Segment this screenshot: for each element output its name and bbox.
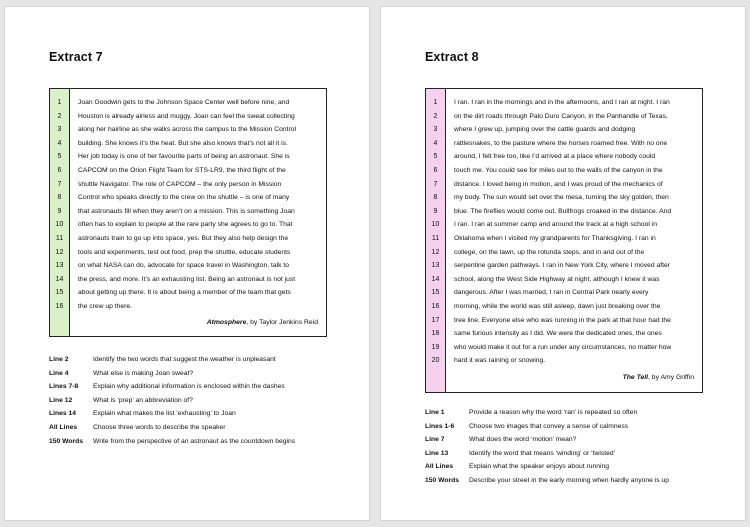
text-line: college, on the lawn, up the rotunda steps, and in and out of the [454, 248, 645, 256]
line-number: 18 [431, 330, 440, 338]
source-title: Atmosphere [206, 319, 247, 326]
question-row [425, 460, 725, 474]
text-line: dangerous. After I was married, I ran in Central Park nearly every [454, 289, 649, 297]
text-line: I ran. I ran in the mornings and in the afternoons, and I ran at night. I ran [454, 99, 670, 106]
text-line: where I grew up, jumping over the cattle guards and dodging [454, 126, 636, 134]
source-title: The Tell [622, 374, 649, 381]
text-line: tools and experiments, test out food, prep the shuttle, educate students [78, 248, 291, 256]
question-line-ref: Lines 7-8 [49, 383, 79, 391]
line-number: 12 [55, 248, 64, 256]
extract-box [49, 88, 327, 337]
question-line-ref: Line 1 [425, 409, 445, 416]
source-attribution [623, 374, 694, 381]
line-number: 9 [57, 207, 62, 215]
text-line: school, along the West Side Highway at night, although I knew it was [454, 275, 660, 283]
line-number: 4 [57, 139, 62, 147]
text-line: same furious intensity as I did. We were the dedicated ones, the ones [454, 330, 662, 338]
question-row [425, 433, 725, 447]
question-list [425, 406, 725, 488]
line-number: 3 [433, 126, 438, 134]
source-author: , by Taylor Jenkins Reid [246, 319, 318, 326]
question-line-ref: Lines 1-6 [425, 422, 455, 430]
line-number: 11 [55, 234, 64, 242]
line-number: 2 [433, 112, 438, 120]
line-number: 14 [55, 275, 64, 283]
question-row [49, 407, 349, 421]
line-number: 16 [431, 302, 440, 310]
question-text: Describe your street in the early morning when hardly anyone is up [469, 476, 669, 484]
line-number-column [426, 89, 446, 392]
text-line: Oklahoma when I visited my grandparents for Thanksgiving. I ran in [454, 234, 656, 242]
question-row [425, 447, 725, 461]
line-number: 2 [57, 112, 62, 120]
question-text: What else is making Joan sweat? [93, 369, 194, 377]
extract-box [425, 88, 703, 393]
question-line-ref: 150 Words [49, 437, 84, 445]
line-number: 10 [431, 221, 440, 229]
question-line-ref: All Lines [49, 423, 78, 431]
question-row [49, 435, 349, 449]
line-number: 4 [433, 139, 438, 147]
text-line: astronauts train to go up into space, yes. But they also help design the [78, 234, 289, 242]
line-number: 15 [431, 289, 440, 297]
line-number: 10 [55, 221, 64, 229]
extract-text [70, 89, 326, 336]
text-line: on the dirt roads through Palo Duro Canyon, in the Panhandle of Texas, [454, 112, 668, 120]
line-number-column [50, 89, 70, 336]
text-line: that astronauts fill when they aren’t on a mission. This is something Joan [78, 207, 295, 215]
text-line: Joan Goodwin gets to the Johnson Space Center well before nine, and [78, 99, 290, 106]
text-line: Her job today is one of her favourite parts of being an astronaut. She is [78, 153, 290, 161]
question-row [49, 394, 349, 408]
question-row [425, 474, 725, 488]
text-line: along her hairline as she walks across the campus to the Mission Control [78, 126, 296, 134]
page-extract-7 [4, 6, 370, 521]
question-text: What is ‘prep’ an abbreviation of? [93, 396, 193, 404]
line-number: 14 [431, 275, 440, 283]
page-extract-8 [380, 6, 746, 521]
question-text: Choose three words to describe the speaker [93, 423, 226, 431]
line-number: 17 [431, 316, 440, 324]
line-number: 8 [57, 194, 62, 202]
line-number: 19 [431, 343, 440, 351]
line-number: 20 [431, 357, 440, 365]
line-number: 1 [57, 99, 62, 106]
question-line-ref: Line 7 [425, 436, 445, 444]
question-row [49, 380, 349, 394]
question-text: Identify the two words that suggest the weather is unpleasant [93, 356, 276, 363]
extract-title: Extract 8 [425, 50, 479, 64]
text-line: distance. I loved being in motion, and I was proud of the mechanics of [454, 180, 663, 188]
question-row [49, 353, 349, 367]
source-author: , by Amy Griffin [648, 374, 694, 381]
line-number: 3 [57, 126, 62, 134]
question-row [425, 420, 725, 434]
text-line: touch me. You could see for miles out to the walls of the canyon in the [454, 166, 663, 174]
line-number: 7 [57, 180, 62, 188]
line-number: 11 [431, 234, 440, 242]
text-line: my body. The sun would set over the mesa, turning the sky golden, then [454, 194, 669, 202]
question-line-ref: Line 13 [425, 449, 449, 457]
text-line: the crew up there. [78, 302, 133, 310]
line-number: 15 [55, 289, 64, 297]
question-text: Explain what the speaker enjoys about running [469, 463, 609, 471]
text-line: on what NASA can do, advocate for space travel in Washington, talk to [78, 262, 289, 270]
text-line: Control who speaks directly to the crew on the shuttle – is one of many [78, 194, 290, 202]
line-number: 5 [57, 153, 62, 161]
text-line: about getting up there. It is about being a member of the team that gets [78, 289, 291, 297]
line-number: 16 [55, 302, 64, 310]
extract-text [446, 89, 702, 392]
question-line-ref: 150 Words [425, 476, 460, 484]
question-line-ref: Line 4 [49, 369, 69, 377]
text-line: often has to explain to people at the rare party she agrees to go to. That [78, 221, 293, 229]
text-line: I ran. I ran at summer camp and around the track at a high school in [454, 221, 657, 229]
question-text: Explain why additional information is enclosed within the dashes [93, 383, 285, 391]
question-list [49, 353, 349, 448]
line-number: 7 [433, 180, 438, 188]
line-number: 12 [431, 248, 440, 256]
question-text: Write from the perspective of an astronaut as the countdown begins [93, 437, 296, 445]
question-row [49, 421, 349, 435]
line-number: 6 [433, 166, 438, 174]
question-line-ref: Line 12 [49, 396, 73, 404]
text-line: hard it was raining or snowing. [454, 357, 546, 365]
question-line-ref: Line 2 [49, 356, 69, 363]
text-line: the press, and more. It’s an exhausting list. Being an astronaut is not just [78, 275, 296, 283]
question-line-ref: All Lines [425, 463, 454, 471]
text-line: serpentine garden pathways. I ran in New York City, where I moved after [454, 262, 670, 270]
line-number: 8 [433, 194, 438, 202]
text-line: CAPCOM on the Orion Flight Team for STS-LR9, the third flight of the [78, 166, 286, 174]
extract-title: Extract 7 [49, 50, 103, 64]
text-line: around, I felt free too, like I’d arrived at a place where nobody could [454, 153, 656, 161]
line-number: 13 [55, 262, 64, 270]
text-line: tree line. Everyone else who was running in the park at that hour had the [454, 316, 671, 324]
question-text: Choose two images that convey a sense of calmness [469, 422, 629, 430]
text-line: shuttle Navigator. The role of CAPCOM – the only person in Mission [78, 180, 282, 188]
question-text: Identify the word that means ‘winding’ or ‘twisted’ [469, 449, 616, 457]
line-number: 6 [57, 166, 62, 174]
text-line: rattlesnakes, to the pasture where the horses roamed free. With no one [454, 139, 668, 147]
line-number: 5 [433, 153, 438, 161]
line-number: 9 [433, 207, 438, 215]
question-row [425, 406, 725, 420]
question-text: Explain what makes the list ‘exhausting’ to Joan [93, 410, 236, 418]
text-line: morning, while the world was still asleep, dawn just breaking over the [454, 302, 661, 310]
text-line: Houston is already airless and muggy. Joan can feel the sweat collecting [78, 112, 295, 120]
source-attribution [207, 319, 318, 326]
question-text: What does the word ‘motion’ mean? [469, 436, 577, 444]
question-text: Provide a reason why the word ‘ran’ is repeated so often [469, 409, 638, 416]
line-number: 1 [433, 99, 438, 106]
question-line-ref: Lines 14 [49, 410, 77, 418]
line-number: 13 [431, 262, 440, 270]
question-row [49, 367, 349, 381]
text-line: building. She knows it’s the heat. But she also knows that’s not all it is. [78, 139, 288, 147]
text-line: who would make it out for a run under any circumstances, no matter how [454, 343, 672, 351]
text-line: blue. The fireflies would come out. Bullfrogs croaked in the distance. And [454, 207, 672, 215]
